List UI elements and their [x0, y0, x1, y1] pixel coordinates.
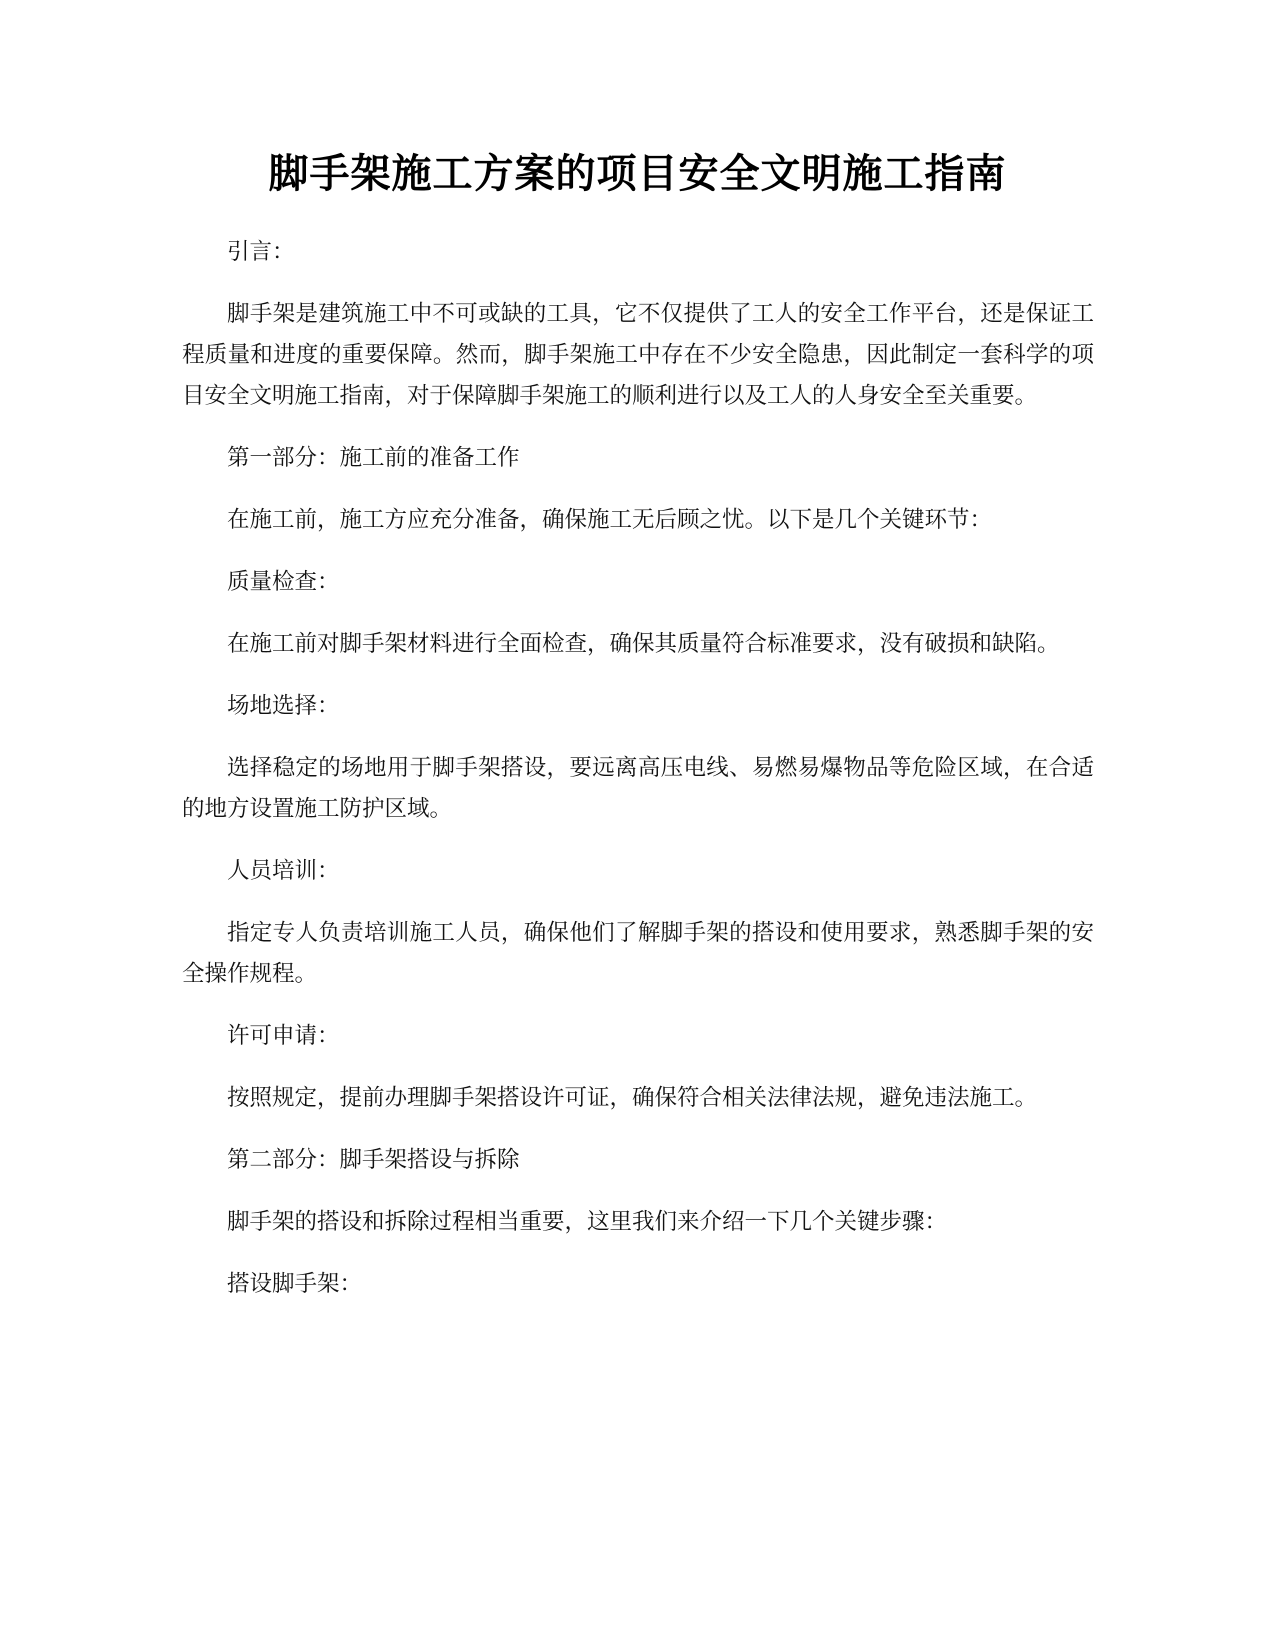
paragraph-part-2-intro: 脚手架的搭设和拆除过程相当重要，这里我们来介绍一下几个关键步骤：	[227, 1209, 948, 1235]
document-title: 脚手架施工方案的项目安全文明施工指南	[268, 151, 1007, 197]
section-heading-part-1: 第一部分：施工前的准备工作	[227, 445, 520, 471]
section-heading-part-2: 第二部分：脚手架搭设与拆除	[227, 1147, 520, 1173]
paragraph-part-1-intro: 在施工前，施工方应充分准备，确保施工无后顾之忧。以下是几个关键环节：	[227, 507, 993, 533]
subheading-permit-application: 许可申请：	[227, 1023, 340, 1049]
document-body	[182, 232, 1094, 1326]
paragraph-site-selection: 选择稳定的场地用于脚手架搭设，要远离高压电线、易燃易爆物品等危险区域，在合适的地方设置施工防护区域。	[182, 755, 1094, 822]
paragraph-intro: 脚手架是建筑施工中不可或缺的工具，它不仅提供了工人的安全工作平台，还是保证工程质量和进度的重要保障。然而，脚手架施工中存在不少安全隐患，因此制定一套科学的项目安全文明施工指南，对于保障脚手架施工的顺利进行以及工人的人身安全至关重要。	[182, 301, 1094, 409]
subheading-erect-scaffold: 搭设脚手架：	[227, 1271, 363, 1297]
subheading-quality-check: 质量检查：	[227, 569, 340, 595]
subheading-staff-training: 人员培训：	[227, 858, 340, 884]
paragraph-quality-check: 在施工前对脚手架材料进行全面检查，确保其质量符合标准要求，没有破损和缺陷。	[227, 631, 1060, 657]
paragraph-intro-heading: 引言：	[227, 239, 295, 265]
subheading-site-selection: 场地选择：	[227, 693, 340, 719]
paragraph-staff-training: 指定专人负责培训施工人员，确保他们了解脚手架的搭设和使用要求，熟悉脚手架的安全操作规程。	[182, 920, 1094, 987]
paragraph-permit-application: 按照规定，提前办理脚手架搭设许可证，确保符合相关法律法规，避免违法施工。	[227, 1085, 1038, 1111]
